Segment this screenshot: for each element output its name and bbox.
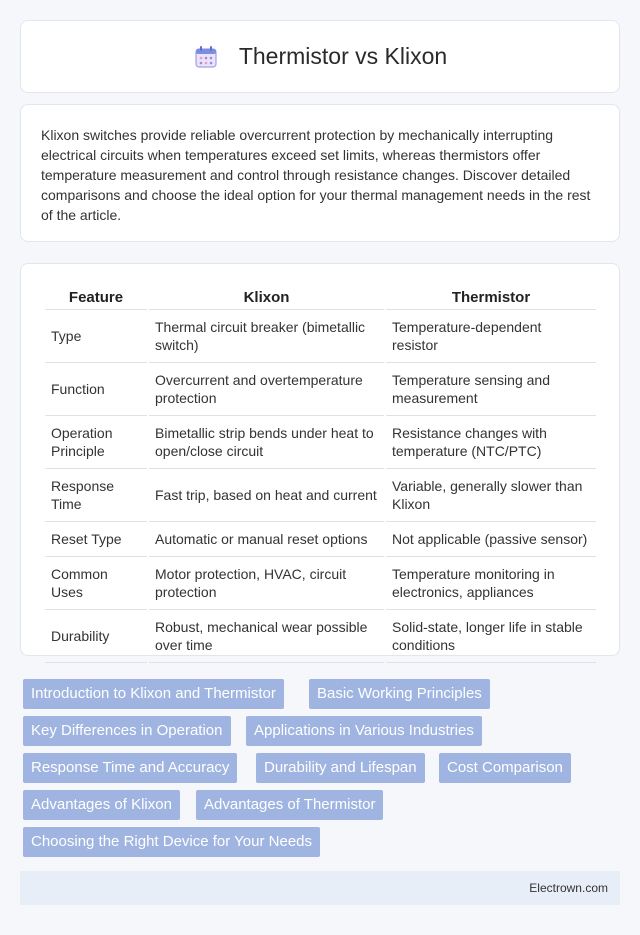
column-header-thermistor: Thermistor bbox=[386, 284, 596, 310]
table-row bbox=[45, 310, 596, 363]
table-row bbox=[45, 610, 596, 663]
table-cell-klixon: Thermal circuit breaker (bimetallic switch) bbox=[149, 310, 384, 363]
tag-key-differences[interactable]: Key Differences in Operation bbox=[23, 716, 231, 746]
comparison-table bbox=[43, 284, 598, 663]
table-cell-thermistor: Temperature-dependent resistor bbox=[386, 310, 596, 363]
tag-durability[interactable]: Durability and Lifespan bbox=[256, 753, 425, 783]
table-cell-feature: Response Time bbox=[45, 469, 147, 522]
intro-card bbox=[20, 104, 620, 242]
tag-cost-comparison[interactable]: Cost Comparison bbox=[439, 753, 571, 783]
table-cell-feature: Function bbox=[45, 363, 147, 416]
table-cell-thermistor: Variable, generally slower than Klixon bbox=[386, 469, 596, 522]
table-cell-thermistor: Resistance changes with temperature (NTC/PTC) bbox=[386, 416, 596, 469]
table-cell-klixon: Bimetallic strip bends under heat to open/close circuit bbox=[149, 416, 384, 469]
tag-advantages-klixon[interactable]: Advantages of Klixon bbox=[23, 790, 180, 820]
intro-text: Klixon switches provide reliable overcurrent protection by mechanically interrupting electrical circuits when temperatures exceed set limits, whereas thermistors offer temperature measurement and control through resistance changes. Discover detailed comparisons and choose the ideal option for your thermal management needs in the rest of the article. bbox=[41, 127, 591, 223]
table-row bbox=[45, 363, 596, 416]
table-cell-feature: Reset Type bbox=[45, 522, 147, 557]
table-row bbox=[45, 469, 596, 522]
footer bbox=[20, 871, 620, 905]
tag-advantages-thermistor[interactable]: Advantages of Thermistor bbox=[196, 790, 383, 820]
table-cell-thermistor: Temperature sensing and measurement bbox=[386, 363, 596, 416]
table-cell-thermistor: Temperature monitoring in electronics, appliances bbox=[386, 557, 596, 610]
table-row bbox=[45, 557, 596, 610]
table-cell-feature: Operation Principle bbox=[45, 416, 147, 469]
footer-site-name[interactable]: Electrown.com bbox=[529, 881, 608, 895]
table-cell-klixon: Robust, mechanical wear possible over time bbox=[149, 610, 384, 663]
column-header-feature: Feature bbox=[45, 284, 147, 310]
tag-introduction[interactable]: Introduction to Klixon and Thermistor bbox=[23, 679, 284, 709]
table-cell-thermistor: Not applicable (passive sensor) bbox=[386, 522, 596, 557]
calendar-icon bbox=[193, 44, 219, 70]
table-cell-feature: Common Uses bbox=[45, 557, 147, 610]
table-row bbox=[45, 522, 596, 557]
tag-applications[interactable]: Applications in Various Industries bbox=[246, 716, 482, 746]
table-cell-feature: Durability bbox=[45, 610, 147, 663]
table-cell-thermistor: Solid-state, longer life in stable conditions bbox=[386, 610, 596, 663]
tag-response-time[interactable]: Response Time and Accuracy bbox=[23, 753, 237, 783]
table-cell-klixon: Motor protection, HVAC, circuit protection bbox=[149, 557, 384, 610]
comparison-table-card bbox=[20, 263, 620, 656]
table-header-row bbox=[45, 284, 596, 310]
table-row bbox=[45, 416, 596, 469]
table-cell-klixon: Fast trip, based on heat and current bbox=[149, 469, 384, 522]
header-card bbox=[20, 20, 620, 93]
table-cell-klixon: Automatic or manual reset options bbox=[149, 522, 384, 557]
page-title: Thermistor vs Klixon bbox=[238, 43, 448, 69]
tag-basic-working-principles[interactable]: Basic Working Principles bbox=[309, 679, 490, 709]
table-cell-feature: Type bbox=[45, 310, 147, 363]
tag-choosing-device[interactable]: Choosing the Right Device for Your Needs bbox=[23, 827, 320, 857]
table-cell-klixon: Overcurrent and overtemperature protection bbox=[149, 363, 384, 416]
column-header-klixon: Klixon bbox=[149, 284, 384, 310]
